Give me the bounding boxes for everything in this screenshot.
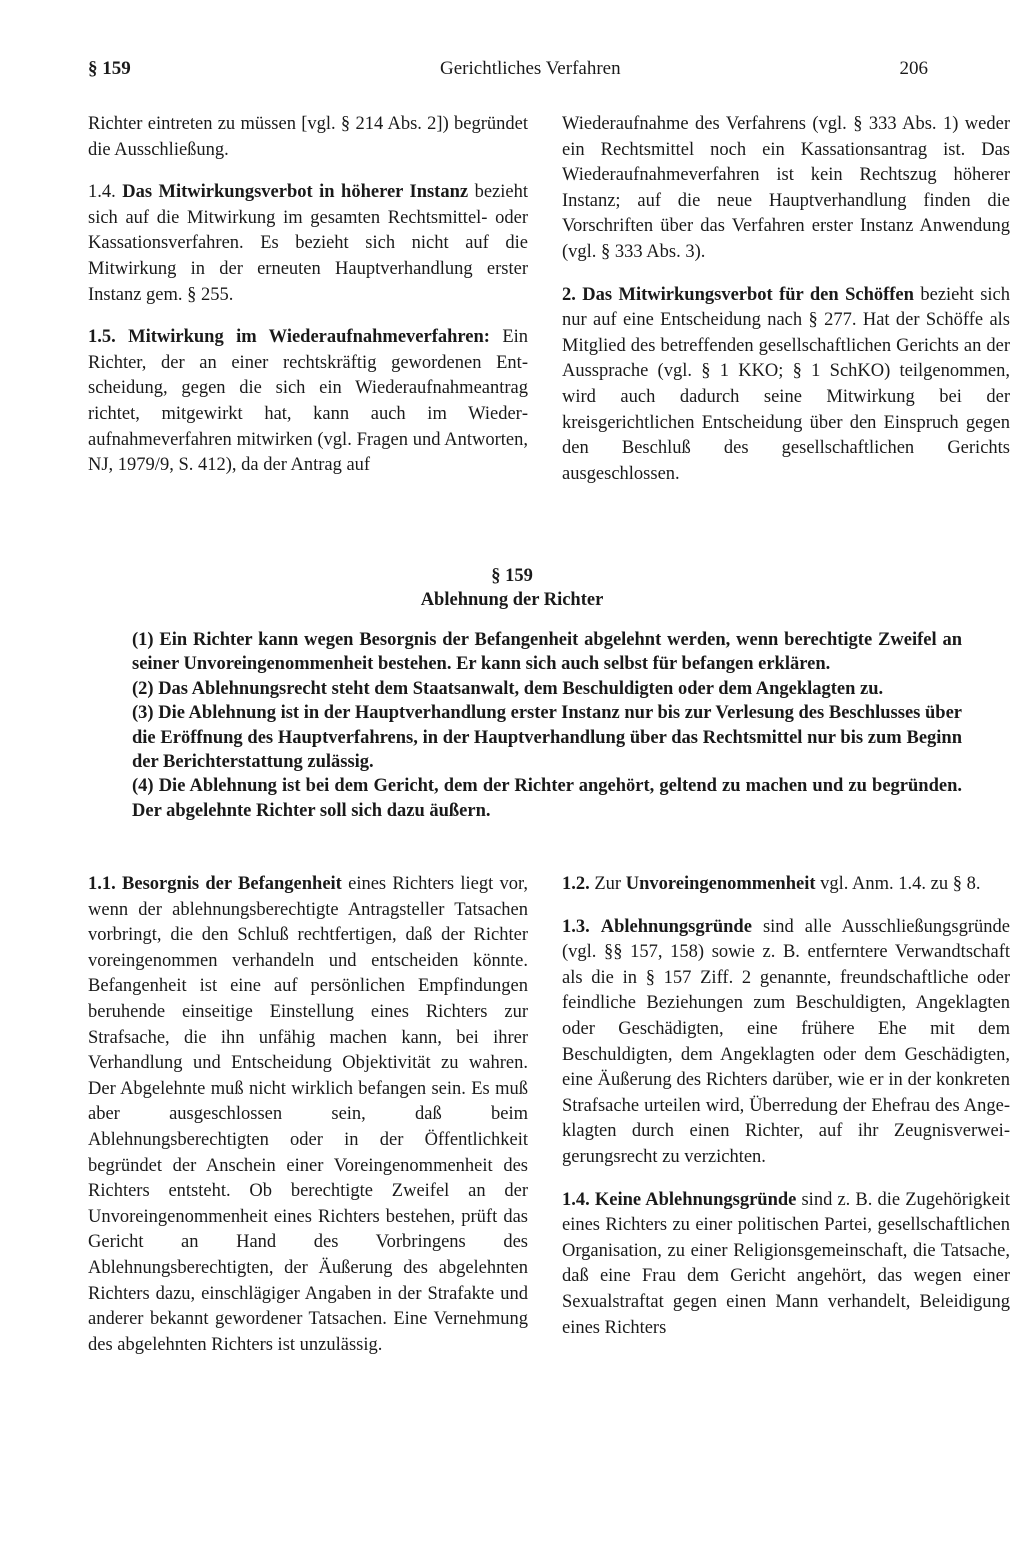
paragraph-number: 1.4. — [88, 182, 116, 203]
paragraph-text: eines Richters liegt vor, wenn der ablehnungsberechtigte Antragsteller Tatsachen vorbringt, die den Schluß rechtfertigen, daß der Richter voreingenommen verhandeln und entscheiden könnte. Befangenheit ist eine auf persönlichen Empfindungen beruhende einseitige Einstellung eines Richters zur Strafsache, die ihn unfähig machen kann, bei ihrer Verhandlung und Entscheidung Objektivität zu wahren. Der Abgelehnte muß nicht wirklich befangen sein. Es muß aber ausgeschlossen sein, daß beim Ablehnungsberechtigten oder in der Öffentlichkeit begründet der Anschein einer Voreingenommenheit des Richters entsteht. Ob berechtigte Zweifel an der Unvoreingenommenheit eines Richters bestehen, prüft das Gericht an Hand des Vorbringens des Ablehnungsberechtigten, der Äußerung des abgelehnten Richters dazu, einschlägiger Angaben in der Strafakte und anderer bekannt gewordener Tatsachen. Eine Vernehmung des abgelehnten Richters ist unzulässig. — [88, 874, 529, 1355]
paragraph — [562, 283, 1010, 488]
law-paragraph-4: (4) Die Ablehnung ist bei dem Gericht, dem der Richter angehört, geltend zu machen und zu begründen. Der abgelehnte Richter soll sich dazu äußern. — [132, 776, 962, 821]
page-header — [88, 58, 928, 88]
paragraph-number: 1.5. — [88, 327, 116, 348]
section-number: § 159 — [491, 566, 533, 586]
paragraph-heading: Mitwirkung im Wiederaufnahmeverfahren: — [128, 327, 490, 348]
paragraph — [88, 325, 528, 479]
section-heading — [0, 564, 1024, 612]
paragraph-text: Wiederaufnahme des Verfahrens (vgl. § 333 Abs. 1) weder ein Rechtsmittel noch ein Kassationsantrag ist. Das Wiederaufnahmeverfahren ist kein Rechtszug höherer Instanz; auf die neue Hauptverhandlung finden die Vorschriften über das Verfahren erster Instanz Anwendung (vgl. § 333 Abs. 3). — [562, 114, 1010, 262]
bottom-right-column — [562, 872, 1010, 1358]
paragraph-heading: Ablehnungsgründe — [600, 916, 752, 937]
paragraph — [562, 112, 1010, 266]
paragraph-number: 1.3. — [562, 916, 590, 937]
paragraph — [88, 112, 528, 163]
paragraph-text: bezieht sich auf die Mitwirkung im gesamten Rechtsmittel- oder Kassationsverfahren. Es bezieht sich nicht auf die Mitwirkung in der erneuten Hauptverhandlung erster Instanz gem. § 255. — [88, 182, 528, 305]
paragraph — [88, 180, 528, 308]
paragraph-text: sind alle Ausschließungsgründe (vgl. §§ 157, 158) sowie z. B. entferntere Verwandtschaft als die in § 157 Ziff. 2 genannte, freundschaftliche oder feindliche Beziehungen zum Beschuldigten, Angeklagten oder Geschädigten, eine frühere Ehe mit dem Beschuldigten, dem Angeklagten oder dem Geschädigten, eine Äußerung des Richters darüber, wie er in der konkreten Strafsache urteilen wird, Überredung der Ehefrau des Angeklagten durch einen Richter, auf ihr Zeugnisverweigerungsrecht zu verzichten. — [562, 916, 1011, 1167]
paragraph-heading: Keine Ablehnungsgründe — [594, 1189, 797, 1210]
page-number: 206 — [899, 58, 928, 79]
paragraph-number: 1.4. — [562, 1189, 590, 1210]
paragraph — [562, 872, 1010, 898]
paragraph — [88, 872, 528, 1358]
paragraph-text: bezieht sich nur auf eine Entscheidung nach § 277. Hat der Schöffe als Mitglied des betreffenden gesellschaftlichen Gerichts an der Aussprache (vgl. § 1 KKO; § 1 SchKO) teilgenommen, wird auch dadurch seine Mitwirkung bei der kreisgerichtlichen Entscheidung über den Einspruch gegen den Beschluß des gesellschaftlichen Gerichts ausgeschlossen. — [562, 284, 1010, 484]
paragraph-number: 1.2. — [562, 874, 590, 894]
bottom-left-column — [88, 872, 528, 1375]
paragraph-text: sind z. B. die Zugehörigkeit eines Richters zu einer politischen Partei, gesellschaftlichen Organisation, zu einer Religionsgemeinschaft, die Tatsache, daß eine Frau dem Gericht angehört, das wegen einer Sexualstraftat gegen einen Mann verhandelt, Beleidigung eines Richters — [562, 1189, 1011, 1338]
section-title: Ablehnung der Richter — [420, 590, 604, 610]
paragraph-heading: Das Mitwirkungsverbot in höherer Instanz — [122, 182, 469, 203]
top-right-column — [562, 112, 1010, 504]
header-title: Gerichtliches Verfahren — [440, 58, 621, 79]
inline-bold-term: Unvoreingenommenheit — [625, 874, 816, 894]
paragraph-heading: Das Mitwirkungsverbot für den Schöffen — [582, 284, 914, 305]
law-text — [132, 628, 962, 823]
paragraph-text: Ein Richter, der an einer rechtskräftig gewordenen Entscheidung, gegen die sich ein Wiederaufnahmeantrag richtet, mitgewirkt hat, kann auch im Wiederaufnahmeverfahren mitwirken (vgl. Fragen und Antworten, NJ, 1979/9, S. 412), da der Antrag auf — [88, 327, 529, 476]
paragraph-text: Zur Unvoreingenommenheit vgl. Anm. 1.4. zu § 8. — [594, 874, 981, 894]
paragraph — [562, 1188, 1010, 1342]
law-paragraph-1: (1) Ein Richter kann wegen Besorgnis der Befangenheit abgelehnt werden, wenn berechtigte Zweifel an seiner Unvoreingenommenheit bestehen. Er kann sich auch selbst für befangen erklären. — [132, 630, 962, 675]
paragraph-number: 2. — [562, 284, 576, 305]
paragraph-heading: Besorgnis der Befangenheit — [122, 874, 342, 894]
header-section: § 159 — [88, 58, 131, 79]
law-paragraph-3: (3) Die Ablehnung ist in der Hauptverhandlung erster Instanz nur bis zur Verlesung des Beschlusses über die Eröffnung des Hauptverfahrens, in der Hauptverhandlung über das Rechtsmittel nur bis zum Beginn der Berichterstattung zulässig. — [132, 703, 962, 773]
paragraph-text: Richter eintreten zu müssen [vgl. § 214 Abs. 2]) begründet die Ausschließung. — [88, 114, 528, 160]
paragraph — [562, 915, 1010, 1171]
top-left-column — [88, 112, 528, 496]
paragraph-number: 1.1. — [88, 874, 116, 894]
law-paragraph-2: (2) Das Ablehnungsrecht steht dem Staatsanwalt, dem Beschuldigten oder dem Angeklagten zu. — [132, 678, 884, 699]
